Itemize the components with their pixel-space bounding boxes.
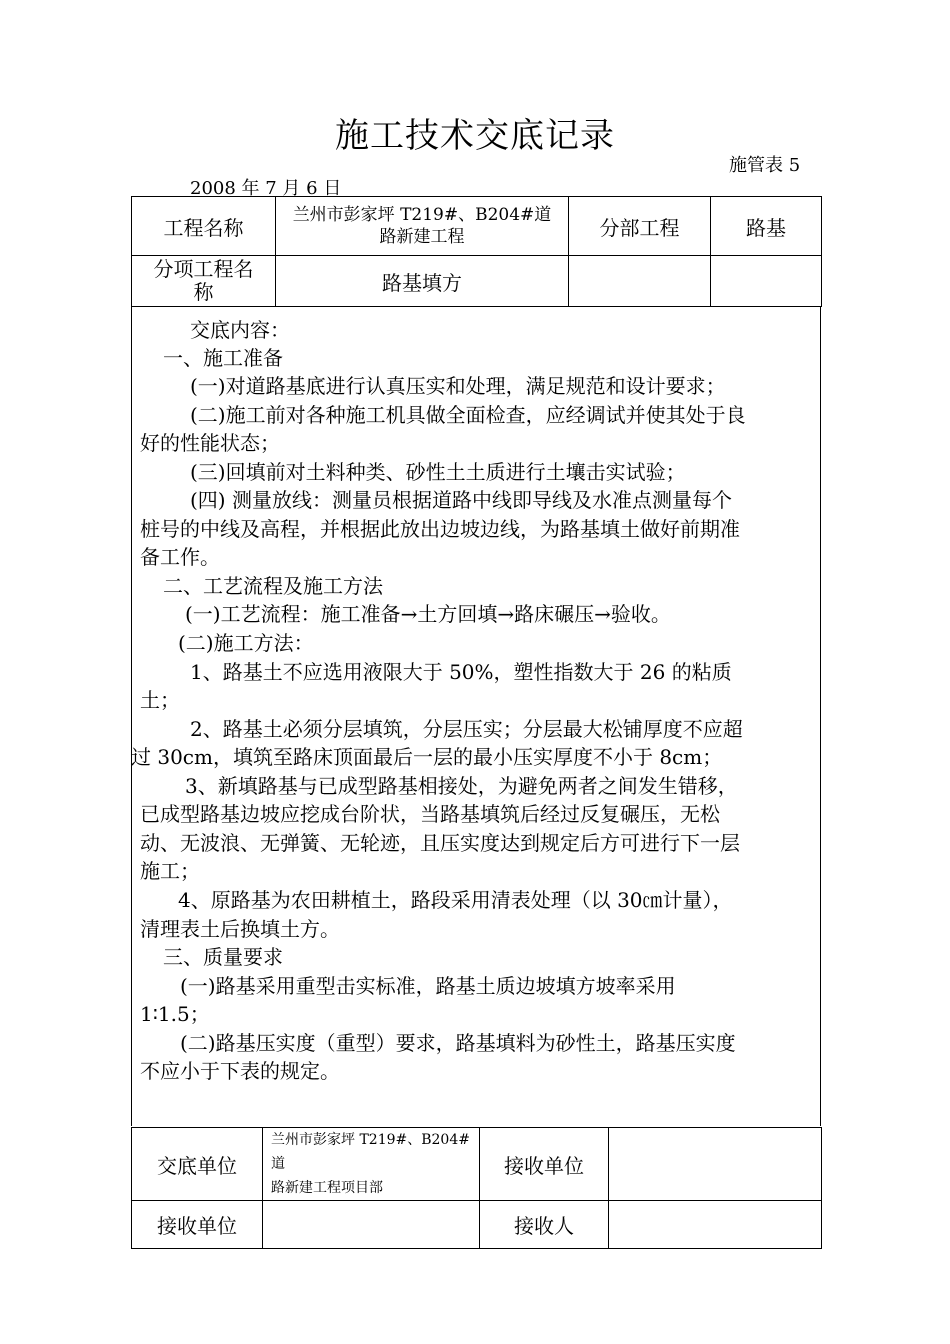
content-line: 2、路基土必须分层填筑，分层压实；分层最大松铺厚度不应超 [190,717,743,741]
header-row-project [132,197,822,256]
section-heading: 三、质量要求 [163,945,283,969]
document-title: 施工技术交底记录 [335,116,615,156]
content-line: 已成型路基边坡应挖成台阶状，当路基填筑后经过反复碾压，无松 [140,802,720,826]
content-line: 3、新填路基与已成型路基相接处，为避免两者之间发生错移， [185,774,738,798]
section-heading: 二、工艺流程及施工方法 [163,574,383,598]
content-line: (二)施工方法： [178,631,314,655]
division-label: 分部工程 [569,197,711,256]
form-number: 施管表 5 [729,155,801,176]
subitem-label [132,256,276,307]
division-value: 路基 [711,197,822,256]
blank-cell [569,256,711,307]
receiver-value [609,1201,822,1249]
footer-table [131,1127,822,1249]
receive-unit-value [609,1128,822,1201]
receiver-label: 接收人 [480,1201,609,1249]
content-line: 1∶1.5； [140,1002,210,1026]
subitem-label-line-1: 分项工程名 [153,257,254,281]
handover-unit-line-1: 兰州市彭家坪 T219#、B204#道 [271,1132,470,1172]
content-line: 备工作。 [140,545,220,569]
project-name-value [276,197,569,256]
footer-row-receiver [132,1201,822,1249]
section-heading: 一、施工准备 [163,346,283,370]
content-line: 桩号的中线及高程，并根据此放出边坡边线，为路基填土做好前期准 [140,517,740,541]
header-row-subitem [132,256,822,307]
header-table [131,196,822,307]
content-line: 过 30cm，填筑至路床顶面最后一层的最小压实厚度不小于 8cm； [131,745,723,769]
content-line: (三)回填前对土料种类、砂性土土质进行土壤击实试验； [190,460,686,484]
subitem-label-line-2: 称 [193,280,214,304]
content-line: 好的性能状态； [140,431,280,455]
project-name-label: 工程名称 [132,197,276,256]
receive-unit-value-2 [263,1201,480,1249]
content-line: 土； [140,688,180,712]
content-line: (一)对道路基底进行认真压实和处理，满足规范和设计要求； [190,374,726,398]
handover-unit-value [263,1128,480,1201]
document-date: 2008 年 7 月 6 日 [190,178,342,199]
handover-unit-line-2: 路新建工程项目部 [271,1180,383,1196]
subitem-value: 路基填方 [276,256,569,307]
handover-unit-label: 交底单位 [132,1128,263,1201]
content-line: 施工； [140,859,200,883]
content-line: (一)工艺流程：施工准备→土方回填→路床碾压→验收。 [185,602,671,626]
project-name-line-1: 兰州市彭家坪 T219#、B204#道 [292,205,552,225]
content-line: (二)施工前对各种施工机具做全面检查，应经调试并使其处于良 [190,403,746,427]
content-line: 1、路基土不应选用液限大于 50%，塑性指数大于 26 的粘质 [190,660,732,684]
project-name-line-2: 路新建工程 [379,227,465,247]
content-line: 不应小于下表的规定。 [140,1059,340,1083]
footer-row-handover [132,1128,822,1201]
content-line: 动、无波浪、无弹簧、无轮迹，且压实度达到规定后方可进行下一层 [140,831,740,855]
content-line: (二)路基压实度（重型）要求，路基填料为砂性土，路基压实度 [180,1031,736,1055]
content-line: (一)路基采用重型击实标准，路基土质边坡填方坡率采用 [180,974,676,998]
content-line: 清理表土后换填土方。 [140,917,340,941]
content-line: 交底内容： [190,318,290,342]
content-line: 4、原路基为农田耕植土，路段采用清表处理（以 30㎝计量）， [178,888,733,912]
blank-cell [711,256,822,307]
content-line: (四) 测量放线：测量员根据道路中线即导线及水准点测量每个 [190,488,732,512]
receive-unit-label-2: 接收单位 [132,1201,263,1249]
receive-unit-label: 接收单位 [480,1128,609,1201]
